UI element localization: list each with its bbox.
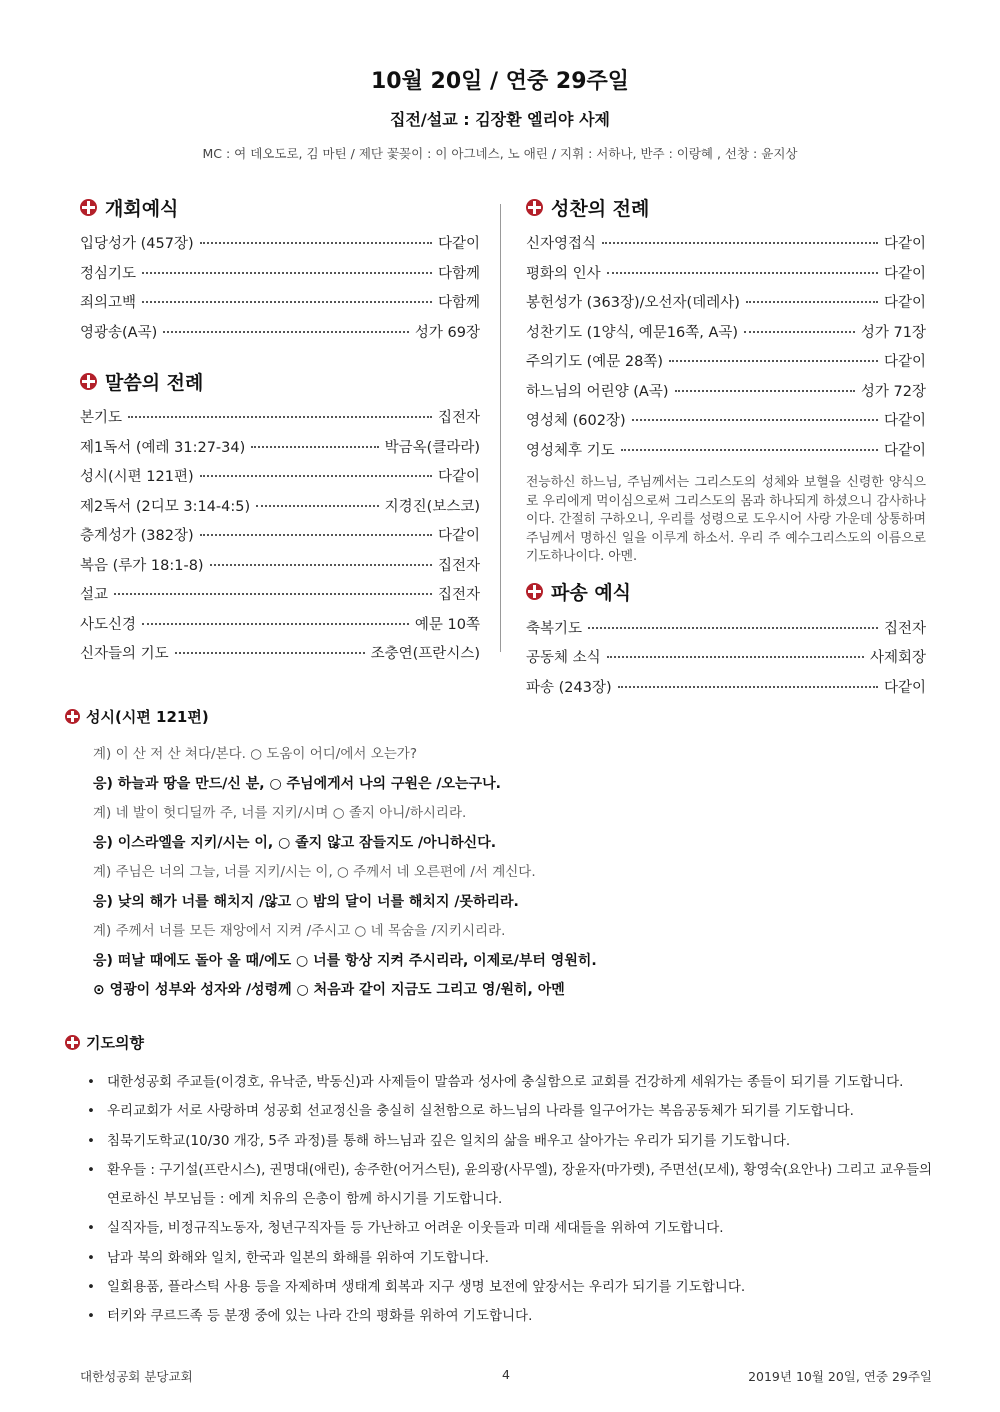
dotted-leader [607,272,878,274]
celebrant-line: 집전/설교 : 김장환 엘리야 사제 [390,110,610,129]
order-row [80,613,480,643]
dotted-leader [128,416,432,418]
psalm-line: 응) 낮의 해가 너를 해치지 /않고 ○ 밤의 달이 너를 해치지 /못하리라. [93,893,519,910]
intention-text: 우리교회가 서로 사랑하며 성공회 선교정신을 충실히 실천함으로 하느님의 나라를 일구어가는 복음공동체가 되기를 기도합니다. [107,1103,854,1120]
order-label: 평화의 인사 [526,265,601,282]
order-label: 입당성가 (457장) [80,236,194,252]
psalm-line: ⊙ 영광이 성부와 성자와 /성령께 ○ 처음과 같이 지금도 그리고 영/원히, 아멘 [93,982,565,998]
order-row [80,232,480,262]
bullet-icon: • [87,1074,95,1090]
section-title: 말씀의 전례 [105,371,204,394]
order-role: 성가 71장 [860,324,926,341]
order-row [80,524,480,554]
cross-icon [65,1035,80,1050]
order-row [526,321,926,351]
order-label: 하느님의 어린양 (A곡) [526,383,669,400]
cross-icon [65,709,80,724]
order-role: 다함께 [437,265,480,282]
section-title: 성찬의 전례 [551,197,650,220]
order-label: 봉헌성가 (363장)/오선자(데레사) [526,295,740,311]
order-label: 사도신경 [80,616,137,633]
intention-item [87,1244,945,1273]
psalm-line: 응) 떠날 때에도 돌아 올 때/에도 ○ 너를 항상 지켜 주시리라, 이제로/부터 영원히. [93,952,597,969]
order-role: 박금옥(클라라) [384,439,480,456]
order-row [526,350,926,380]
order-label: 층계성가 (382장) [80,528,194,544]
cross-icon [80,373,97,390]
order-label: 신자들의 기도 [80,646,169,662]
order-role: 다같이 [883,295,926,311]
psalm-line: 응) 하늘과 땅을 만드/신 분, ○ 주님에게서 나의 구원은 /오는구나. [93,775,501,792]
order-role: 성가 69장 [414,324,480,341]
bullet-icon: • [87,1132,95,1149]
intention-text: 대한성공회 주교들(이경호, 유낙준, 박동신)과 사제들이 말씀과 성사에 충실함으로 교회를 건강하게 세워가는 종들이 되기를 기도합니다. [107,1074,904,1090]
order-label: 성시(시편 121편) [80,469,194,485]
intention-item [87,1068,945,1097]
section-word-heading [80,366,480,396]
dotted-leader [114,593,432,595]
dotted-leader [142,623,409,625]
dotted-leader [588,627,878,629]
cross-icon [80,199,97,216]
bullet-icon: • [87,1308,95,1325]
order-row [80,583,480,613]
dotted-leader [744,331,855,333]
order-label: 축복기도 [526,620,583,637]
order-row [80,554,480,584]
dotted-leader [210,564,432,566]
word-items [80,406,480,672]
order-label: 설교 [80,587,109,603]
order-role: 다같이 [437,236,480,252]
order-role: 다같이 [437,469,480,485]
post-communion-prayer: 전능하신 하느님, 주님께서는 그리스도의 성체와 보혈을 신령한 양식으로 우리에게 먹이심으로써 그리스도의 몸과 하나되게 하셨으니 감사하나이다. 간절히 구하오니, 우리를 성령으로 도우시어 사랑 가운데 상통하며 주님께서 명하신 일을 이루게 하소서. 우리 주 예수그리스도의 이름으로 기도하나이다. 아멘. [526,475,926,565]
order-role: 다같이 [883,265,926,282]
order-row [80,495,480,525]
order-role: 다같이 [883,442,926,459]
dotted-leader [251,446,378,448]
order-label: 본기도 [80,410,123,426]
dotted-leader [618,686,878,688]
order-label: 영성체 (602장) [526,413,626,429]
eucharist-items [526,232,926,468]
order-label: 정심기도 [80,265,137,282]
order-role: 성가 72장 [860,383,926,400]
order-row [80,262,480,292]
opening-items [80,232,480,350]
order-row [526,646,926,676]
column-divider [500,204,501,652]
order-role: 다같이 [437,528,480,544]
section-dismissal-heading [526,577,926,607]
bullet-icon: • [87,1161,95,1178]
order-row [526,232,926,262]
intention-text: 남과 북의 화해와 일치, 한국과 일본의 화해를 위하여 기도합니다. [107,1249,489,1266]
psalm-line: 계) 주님은 너의 그늘, 너를 지키/시는 이, ○ 주께서 네 오른편에 /서 계신다. [93,864,536,880]
order-role: 예문 10쪽 [414,616,480,633]
order-role: 집전자 [437,410,480,426]
order-row [80,436,480,466]
psalm-line: 계) 주께서 너를 모든 재앙에서 지켜 /주시고 ○ 네 목숨을 /지키시리라. [93,923,506,939]
order-row [80,465,480,495]
intention-text: 실직자들, 비정규직노동자, 청년구직자들 등 가난하고 어려운 이웃들과 미래 세대들을 위하여 기도합니다. [107,1220,724,1237]
order-role: 집전자 [883,620,926,637]
intention-item [87,1302,945,1331]
cross-icon [526,583,543,600]
order-label: 주의기도 (예문 28쪽) [526,354,664,370]
order-row [526,262,926,292]
order-label: 복음 (루가 18:1-8) [80,557,204,574]
bullet-icon: • [87,1103,95,1120]
intention-text: 환우들 : 구기설(프란시스), 권명대(애린), 송주한(어거스틴), 윤의광(사무엘), 장윤자(마가렛), 주면선(모세), 황영숙(요안나) 그리고 교우들의 연로하신 부모님들 : 에게 치유의 은총이 함께 하시기를 기도합니다. [107,1161,933,1208]
intention-item [87,1097,945,1126]
psalm-lines [65,740,945,1006]
psalm-line: 응) 이스라엘을 지키/시는 이, ○ 졸지 않고 잠들지도 /아니하신다. [93,834,497,851]
order-row [526,291,926,321]
order-label: 영광송(A곡) [80,324,158,341]
dotted-leader [163,331,409,333]
dotted-leader [602,242,878,244]
order-role: 사제회장 [869,650,926,667]
dotted-leader [200,242,432,244]
dotted-leader [621,449,878,451]
order-role: 집전자 [437,557,480,574]
bullet-icon: • [87,1279,95,1296]
order-label: 제2독서 (2디모 3:14-4:5) [80,498,251,515]
page-number: 4 [502,1367,510,1382]
bullet-icon: • [87,1220,95,1237]
order-role: 다함께 [437,295,480,311]
dismissal-items [526,617,926,706]
order-label: 영성체후 기도 [526,442,615,459]
order-role: 다같이 [883,679,926,696]
section-title: 개회예식 [105,197,179,220]
order-label: 파송 (243장) [526,679,612,696]
order-role: 다같이 [883,413,926,429]
section-eucharist-heading [526,192,926,222]
intention-item [87,1273,945,1302]
dotted-leader [175,652,365,654]
dotted-leader [746,301,878,303]
section-opening-heading [80,192,480,222]
dotted-leader [607,656,864,658]
order-row [526,439,926,469]
order-label: 공동체 소식 [526,650,601,667]
order-row [80,291,480,321]
bullet-icon: • [87,1249,95,1266]
dotted-leader [632,419,878,421]
intentions-list [65,1068,945,1332]
dotted-leader [669,360,878,362]
order-label: 신자영접식 [526,236,597,252]
order-row [80,642,480,672]
intentions-section [65,1030,945,1332]
intention-item [87,1156,945,1215]
psalm-title: 성시(시편 121편) [86,707,209,726]
dotted-leader [200,475,432,477]
order-row [80,406,480,436]
intention-text: 터키와 쿠르드족 등 분쟁 중에 있는 나라 간의 평화를 위하여 기도합니다. [107,1308,533,1325]
psalm-section [65,704,945,1006]
order-role: 조충연(프란시스) [370,646,480,662]
left-column [80,192,480,672]
order-row [526,676,926,706]
intention-item [87,1214,945,1243]
header [0,64,1000,162]
order-row [80,321,480,351]
intention-text: 일회용품, 플라스틱 사용 등을 자제하며 생태계 회복과 지구 생명 보전에 앞장서는 우리가 되기를 기도합니다. [107,1279,746,1296]
dotted-leader [675,390,855,392]
psalm-line: 계) 이 산 저 산 쳐다/본다. ○ 도움이 어디/에서 오는가? [93,746,417,762]
intentions-title: 기도의향 [86,1033,144,1052]
section-title: 파송 예식 [551,582,632,605]
dotted-leader [142,272,432,274]
psalm-line: 계) 네 발이 헛디딜까 주, 너를 지키/시며 ○ 졸지 아니/하시리라. [93,805,467,821]
order-row [526,409,926,439]
dotted-leader [142,301,432,303]
order-role: 다같이 [883,236,926,252]
cross-icon [526,199,543,216]
dotted-leader [200,534,432,536]
psalm-heading [65,704,945,728]
footer-date: 2019년 10월 20일, 연중 29주일 [748,1369,932,1384]
intentions-heading [65,1030,945,1054]
order-role: 다같이 [883,354,926,370]
order-row [526,617,926,647]
ministry-roles: MC : 여 데오도로, 김 마틴 / 제단 꽃꽂이 : 이 아그네스, 노 애린 / 지휘 : 서하나, 반주 : 이랑혜 , 선창 : 윤지상 [202,146,798,161]
order-label: 죄의고백 [80,295,137,311]
intention-text: 침묵기도학교(10/30 개강, 5주 과정)를 통해 하느님과 깊은 일치의 삶을 배우고 살아가는 우리가 되기를 기도합니다. [107,1132,791,1149]
footer-church: 대한성공회 분당교회 [80,1369,193,1384]
order-label: 성찬기도 (1양식, 예문16쪽, A곡) [526,324,739,341]
order-row [526,380,926,410]
order-label: 제1독서 (예레 31:27-34) [80,439,246,456]
right-column [526,192,926,705]
order-role: 지경진(보스코) [384,498,480,515]
page-title: 10월 20일 / 연중 29주일 [370,69,630,94]
order-role: 집전자 [437,587,480,603]
dotted-leader [256,505,378,507]
intention-item [87,1127,945,1156]
